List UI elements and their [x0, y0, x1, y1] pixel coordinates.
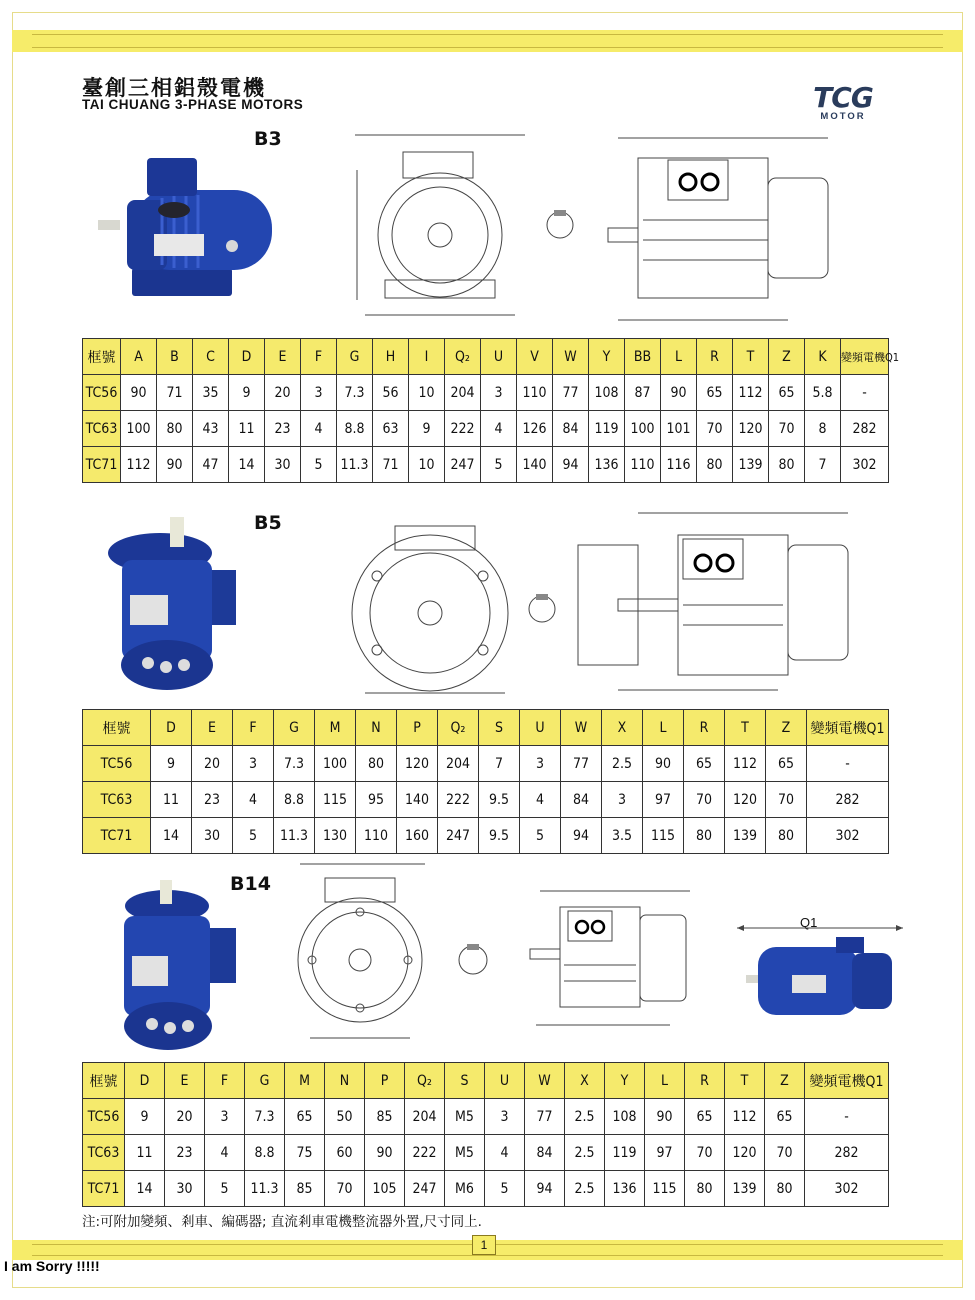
table-cell: 282 — [841, 411, 889, 447]
table-cell: 85 — [365, 1099, 405, 1135]
b3-col-header: G — [337, 339, 373, 375]
b14-col-header: E — [165, 1063, 205, 1099]
table-row — [83, 1099, 889, 1135]
table-cell: 4 — [233, 782, 274, 818]
table-cell: 77 — [525, 1099, 565, 1135]
table-cell: 65 — [685, 1099, 725, 1135]
table-cell: 23 — [192, 782, 233, 818]
table-cell: 71 — [157, 375, 193, 411]
table-cell: 3 — [481, 375, 517, 411]
table-cell: 5 — [205, 1171, 245, 1207]
table-cell: 5 — [520, 818, 561, 854]
table-cell: 7.3 — [274, 746, 315, 782]
table-cell: 4 — [301, 411, 337, 447]
table-cell: 30 — [265, 447, 301, 483]
table-cell: 80 — [697, 447, 733, 483]
b5-col-header: U — [520, 710, 561, 746]
table-cell: 43 — [193, 411, 229, 447]
table-cell: 140 — [397, 782, 438, 818]
table-cell: 115 — [645, 1171, 685, 1207]
table-row — [83, 1171, 889, 1207]
b3-col-header: 框號 — [83, 339, 121, 375]
table-cell: 87 — [625, 375, 661, 411]
table-cell: 247 — [405, 1171, 445, 1207]
table-cell: - — [841, 375, 889, 411]
b14-col-header: P — [365, 1063, 405, 1099]
table-cell: 112 — [733, 375, 769, 411]
table-cell: 65 — [285, 1099, 325, 1135]
table-cell: 7 — [479, 746, 520, 782]
b14-col-header: Z — [765, 1063, 805, 1099]
table-cell: M5 — [445, 1099, 485, 1135]
table-cell: 77 — [553, 375, 589, 411]
table-cell: 160 — [397, 818, 438, 854]
table-cell: 70 — [325, 1171, 365, 1207]
b5-col-header: P — [397, 710, 438, 746]
b14-front-view-drawing — [290, 860, 440, 1045]
table-cell: 94 — [553, 447, 589, 483]
table-cell: 80 — [769, 447, 805, 483]
b14-col-header: L — [645, 1063, 685, 1099]
table-cell: 247 — [445, 447, 481, 483]
table-cell: 3.5 — [602, 818, 643, 854]
b5-col-header: G — [274, 710, 315, 746]
b5-col-header: E — [192, 710, 233, 746]
table-cell: 7.3 — [245, 1099, 285, 1135]
table-cell: 282 — [807, 782, 889, 818]
b14-col-header: 框號 — [83, 1063, 125, 1099]
table-cell: 9.5 — [479, 782, 520, 818]
table-cell: 20 — [165, 1099, 205, 1135]
logo-text: TCG — [813, 81, 873, 114]
table-cell: 7 — [805, 447, 841, 483]
table-cell: 11 — [151, 782, 192, 818]
table-cell: 110 — [625, 447, 661, 483]
table-cell: 5.8 — [805, 375, 841, 411]
b3-col-header: H — [373, 339, 409, 375]
table-cell: 90 — [645, 1099, 685, 1135]
table-cell: 120 — [725, 782, 766, 818]
b14-col-header: N — [325, 1063, 365, 1099]
b5-col-header: N — [356, 710, 397, 746]
table-cell: 119 — [605, 1135, 645, 1171]
table-cell: 80 — [685, 1171, 725, 1207]
table-cell: 70 — [697, 411, 733, 447]
table-cell: 8.8 — [337, 411, 373, 447]
b14-col-header: D — [125, 1063, 165, 1099]
table-row — [83, 1135, 889, 1171]
b5-col-header: 變頻電機Q1 — [807, 710, 889, 746]
b14-motor-photo — [112, 878, 242, 1056]
table-cell: 8 — [805, 411, 841, 447]
table-cell: 108 — [605, 1099, 645, 1135]
table-cell: 8.8 — [245, 1135, 285, 1171]
table-cell: 126 — [517, 411, 553, 447]
table-cell: 97 — [643, 782, 684, 818]
table-cell: 3 — [485, 1099, 525, 1135]
b5-col-header: W — [561, 710, 602, 746]
table-cell: 60 — [325, 1135, 365, 1171]
table-cell: 136 — [589, 447, 625, 483]
q1-motor-photo — [740, 935, 900, 1025]
table-cell: 3 — [520, 746, 561, 782]
b14-label: B14 — [230, 873, 271, 895]
frame-size-cell: TC71 — [83, 818, 151, 854]
b3-motor-photo — [92, 150, 292, 310]
b5-col-header: 框號 — [83, 710, 151, 746]
b14-shaft-key-drawing — [448, 935, 498, 985]
frame-size-cell: TC63 — [83, 411, 121, 447]
table-cell: 302 — [805, 1171, 889, 1207]
table-cell: 222 — [445, 411, 481, 447]
q1-dimension-line — [735, 922, 905, 934]
table-cell: 112 — [725, 746, 766, 782]
table-cell: 4 — [205, 1135, 245, 1171]
table-cell: 85 — [285, 1171, 325, 1207]
table-cell: 4 — [481, 411, 517, 447]
table-cell: 130 — [315, 818, 356, 854]
b14-header-row — [83, 1063, 889, 1099]
b3-col-header: D — [229, 339, 265, 375]
table-cell: 282 — [805, 1135, 889, 1171]
table-cell: 30 — [192, 818, 233, 854]
table-cell: 70 — [765, 1135, 805, 1171]
table-cell: 77 — [561, 746, 602, 782]
table-cell: 70 — [684, 782, 725, 818]
b5-col-header: Q₂ — [438, 710, 479, 746]
b3-col-header: Y — [589, 339, 625, 375]
table-cell: 70 — [766, 782, 807, 818]
table-cell: 119 — [589, 411, 625, 447]
table-cell: 116 — [661, 447, 697, 483]
table-cell: 23 — [165, 1135, 205, 1171]
table-row — [83, 782, 889, 818]
table-cell: 222 — [405, 1135, 445, 1171]
table-cell: 80 — [684, 818, 725, 854]
watermark-text: I am Sorry !!!!! — [4, 1258, 100, 1274]
frame-size-cell: TC56 — [83, 1099, 125, 1135]
table-cell: 100 — [121, 411, 157, 447]
table-cell: 10 — [409, 375, 445, 411]
table-cell: 75 — [285, 1135, 325, 1171]
b3-front-view-drawing — [345, 130, 535, 325]
b3-col-header: K — [805, 339, 841, 375]
table-row — [83, 746, 889, 782]
table-cell: 115 — [643, 818, 684, 854]
table-cell: 11 — [125, 1135, 165, 1171]
b3-col-header: W — [553, 339, 589, 375]
table-cell: 105 — [365, 1171, 405, 1207]
table-cell: 120 — [725, 1135, 765, 1171]
table-cell: 80 — [765, 1171, 805, 1207]
table-cell: 84 — [553, 411, 589, 447]
b3-side-view-drawing — [588, 130, 868, 330]
table-cell: 204 — [438, 746, 479, 782]
table-cell: 80 — [356, 746, 397, 782]
b14-col-header: X — [565, 1063, 605, 1099]
table-cell: 4 — [485, 1135, 525, 1171]
b5-col-header: S — [479, 710, 520, 746]
table-cell: 4 — [520, 782, 561, 818]
table-cell: 35 — [193, 375, 229, 411]
b3-col-header: BB — [625, 339, 661, 375]
table-cell: 84 — [561, 782, 602, 818]
table-cell: 108 — [589, 375, 625, 411]
frame-size-cell: TC63 — [83, 782, 151, 818]
b3-col-header: U — [481, 339, 517, 375]
table-cell: 47 — [193, 447, 229, 483]
table-cell: 90 — [121, 375, 157, 411]
b3-col-header: T — [733, 339, 769, 375]
table-cell: 5 — [233, 818, 274, 854]
frame-size-cell: TC71 — [83, 447, 121, 483]
b5-side-view-drawing — [578, 505, 868, 700]
b5-col-header: T — [725, 710, 766, 746]
table-cell: 30 — [165, 1171, 205, 1207]
table-cell: 65 — [766, 746, 807, 782]
table-cell: 120 — [733, 411, 769, 447]
b14-col-header: T — [725, 1063, 765, 1099]
b5-header-row — [83, 710, 889, 746]
table-cell: 11.3 — [274, 818, 315, 854]
table-cell: 23 — [265, 411, 301, 447]
table-cell: 11.3 — [337, 447, 373, 483]
table-cell: 65 — [769, 375, 805, 411]
table-cell: 302 — [807, 818, 889, 854]
b3-col-header: A — [121, 339, 157, 375]
b3-label: B3 — [254, 128, 282, 150]
table-cell: 14 — [125, 1171, 165, 1207]
table-cell: 10 — [409, 447, 445, 483]
table-row — [83, 411, 889, 447]
b5-col-header: F — [233, 710, 274, 746]
b5-motor-photo — [100, 515, 240, 695]
table-cell: 65 — [765, 1099, 805, 1135]
frame-size-cell: TC56 — [83, 746, 151, 782]
footnote: 注:可附加變頻、剎車、編碼器; 直流剎車電機整流器外置,尺寸同上. — [82, 1214, 482, 1230]
frame-size-cell: TC71 — [83, 1171, 125, 1207]
table-cell: 5 — [481, 447, 517, 483]
table-cell: 140 — [517, 447, 553, 483]
table-cell: 302 — [841, 447, 889, 483]
table-cell: 247 — [438, 818, 479, 854]
table-cell: 5 — [485, 1171, 525, 1207]
table-cell: 11.3 — [245, 1171, 285, 1207]
b14-side-view-drawing — [500, 885, 710, 1035]
b3-header-row — [83, 339, 889, 375]
table-cell: 100 — [625, 411, 661, 447]
table-cell: 2.5 — [565, 1171, 605, 1207]
table-cell: 20 — [265, 375, 301, 411]
b5-col-header: D — [151, 710, 192, 746]
table-cell: 70 — [685, 1135, 725, 1171]
b5-label: B5 — [254, 512, 282, 534]
b5-col-header: Z — [766, 710, 807, 746]
table-cell: 136 — [605, 1171, 645, 1207]
b14-col-header: 變頻電機Q1 — [805, 1063, 889, 1099]
b14-col-header: S — [445, 1063, 485, 1099]
b3-col-header: V — [517, 339, 553, 375]
table-cell: 204 — [405, 1099, 445, 1135]
b14-col-header: F — [205, 1063, 245, 1099]
table-cell: 120 — [397, 746, 438, 782]
logo-subtext: MOTOR — [820, 111, 866, 122]
table-row — [83, 375, 889, 411]
table-cell: 9 — [151, 746, 192, 782]
table-cell: 90 — [157, 447, 193, 483]
table-cell: 90 — [661, 375, 697, 411]
table-cell: 3 — [205, 1099, 245, 1135]
table-cell: 100 — [315, 746, 356, 782]
frame-size-cell: TC63 — [83, 1135, 125, 1171]
table-cell: 56 — [373, 375, 409, 411]
b3-col-header: B — [157, 339, 193, 375]
b14-col-header: Q₂ — [405, 1063, 445, 1099]
table-cell: 3 — [301, 375, 337, 411]
table-cell: 9.5 — [479, 818, 520, 854]
b3-col-header: L — [661, 339, 697, 375]
frame-size-cell: TC56 — [83, 375, 121, 411]
table-cell: 2.5 — [602, 746, 643, 782]
table-cell: 63 — [373, 411, 409, 447]
b3-col-header: Z — [769, 339, 805, 375]
table-cell: M6 — [445, 1171, 485, 1207]
table-cell: 101 — [661, 411, 697, 447]
b3-col-header: C — [193, 339, 229, 375]
table-cell: 50 — [325, 1099, 365, 1135]
q1-dimension-label: Q1 — [800, 915, 818, 930]
table-cell: - — [805, 1099, 889, 1135]
table-cell: 14 — [151, 818, 192, 854]
table-cell: 8.8 — [274, 782, 315, 818]
table-cell: 80 — [157, 411, 193, 447]
b14-col-header: G — [245, 1063, 285, 1099]
table-cell: 2.5 — [565, 1099, 605, 1135]
table-cell: 97 — [645, 1135, 685, 1171]
table-cell: 84 — [525, 1135, 565, 1171]
table-cell: 110 — [356, 818, 397, 854]
table-cell: 5 — [301, 447, 337, 483]
b14-spec-table — [82, 1062, 889, 1207]
table-cell: 112 — [725, 1099, 765, 1135]
b3-col-header: Q₂ — [445, 339, 481, 375]
table-cell: 9 — [229, 375, 265, 411]
b3-shaft-key-drawing — [540, 200, 580, 250]
table-cell: 90 — [365, 1135, 405, 1171]
table-cell: 139 — [725, 818, 766, 854]
b5-front-view-drawing — [345, 518, 525, 698]
page-number: 1 — [472, 1235, 496, 1255]
b3-col-header: 變頻電機Q1 — [841, 339, 889, 375]
b5-spec-table — [82, 709, 889, 854]
b14-col-header: W — [525, 1063, 565, 1099]
b3-col-header: I — [409, 339, 445, 375]
table-cell: 115 — [315, 782, 356, 818]
table-cell: 95 — [356, 782, 397, 818]
table-cell: 204 — [445, 375, 481, 411]
table-cell: 7.3 — [337, 375, 373, 411]
b14-col-header: Y — [605, 1063, 645, 1099]
table-cell: 139 — [725, 1171, 765, 1207]
b5-col-header: M — [315, 710, 356, 746]
table-cell: 11 — [229, 411, 265, 447]
table-cell: 110 — [517, 375, 553, 411]
table-cell: 94 — [561, 818, 602, 854]
table-cell: 14 — [229, 447, 265, 483]
table-cell: 20 — [192, 746, 233, 782]
tcg-logo — [808, 81, 878, 122]
table-cell: 112 — [121, 447, 157, 483]
table-cell: - — [807, 746, 889, 782]
table-cell: 2.5 — [565, 1135, 605, 1171]
top-band — [12, 30, 963, 52]
table-cell: 90 — [643, 746, 684, 782]
b5-shaft-key-drawing — [522, 584, 562, 634]
b5-col-header: R — [684, 710, 725, 746]
table-cell: 80 — [766, 818, 807, 854]
b3-col-header: F — [301, 339, 337, 375]
b5-col-header: X — [602, 710, 643, 746]
b3-spec-table — [82, 338, 900, 483]
table-cell: 3 — [233, 746, 274, 782]
b5-col-header: L — [643, 710, 684, 746]
page-title-en: TAI CHUANG 3-PHASE MOTORS — [82, 97, 304, 112]
table-cell: 65 — [684, 746, 725, 782]
table-cell: 70 — [769, 411, 805, 447]
b14-col-header: R — [685, 1063, 725, 1099]
b3-col-header: E — [265, 339, 301, 375]
page-title-cn: 臺創三相鋁殼電機 — [82, 76, 266, 100]
table-cell: 222 — [438, 782, 479, 818]
table-cell: 3 — [602, 782, 643, 818]
b14-col-header: U — [485, 1063, 525, 1099]
table-cell: 9 — [125, 1099, 165, 1135]
table-cell: 9 — [409, 411, 445, 447]
table-row — [83, 447, 889, 483]
table-cell: M5 — [445, 1135, 485, 1171]
table-cell: 94 — [525, 1171, 565, 1207]
b14-col-header: M — [285, 1063, 325, 1099]
table-cell: 65 — [697, 375, 733, 411]
table-cell: 71 — [373, 447, 409, 483]
table-row — [83, 818, 889, 854]
b3-col-header: R — [697, 339, 733, 375]
table-cell: 139 — [733, 447, 769, 483]
